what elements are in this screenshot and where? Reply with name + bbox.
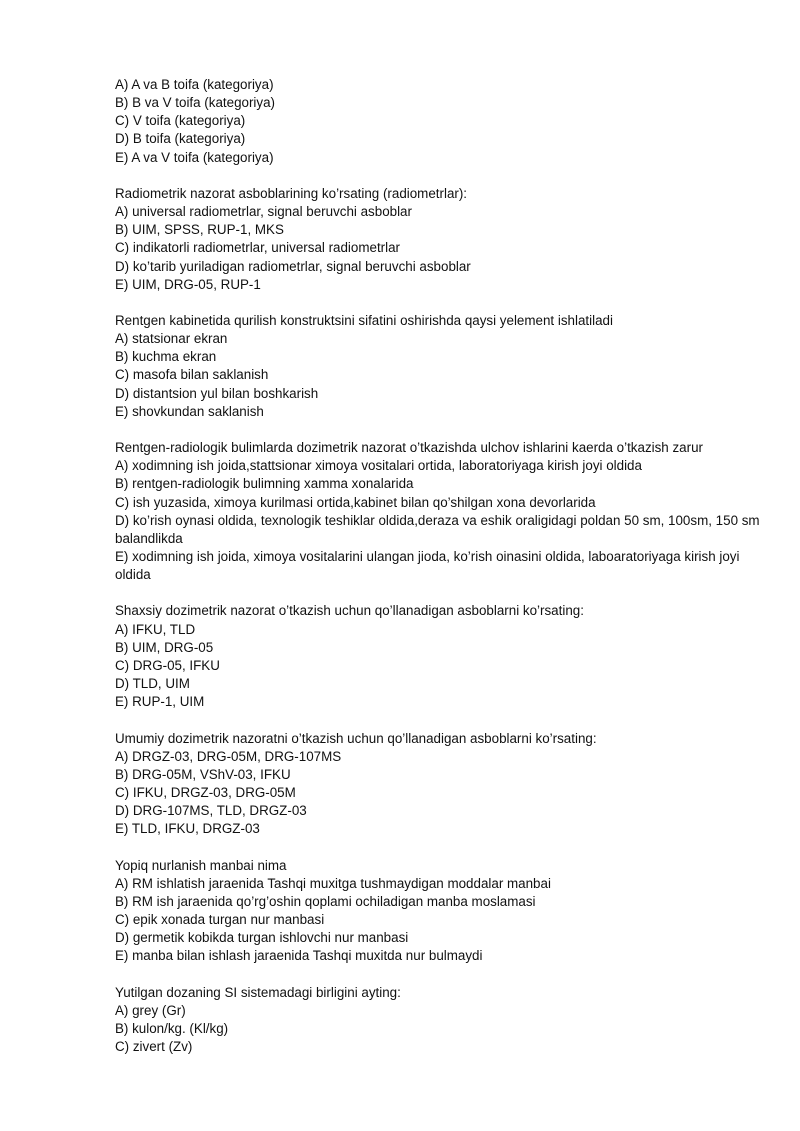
answer-option: A) grey (Gr) [115,1002,186,1018]
answer-option: D) distantsion yul bilan boshkarish [115,385,319,401]
question-block [115,730,765,839]
question-text: Rentgen kabinetida qurilish konstruktsini sifatini oshirishda qaysi yelement ishlatiladi [115,313,613,328]
answer-option: A) statsionar ekran [115,331,228,347]
answer-option: D) DRG-107MS, TLD, DRGZ-03 [115,803,307,819]
answer-option: E) TLD, IFKU, DRGZ-03 [115,821,260,837]
answer-option: C) V toifa (kategoriya) [115,113,246,129]
answer-option: C) ish yuzasida, ximoya kurilmasi ortida,kabinet bilan qo’shilgan xona devorlarida [115,494,596,510]
answer-option: D) TLD, UIM [115,676,190,692]
answer-option: B) RM ish jaraenida qo’rg’oshin qoplami ochiladigan manba moslamasi [115,893,536,909]
answer-option: C) IFKU, DRGZ-03, DRG-05M [115,785,296,801]
answer-option: E) UIM, DRG-05, RUP-1 [115,276,261,292]
question-block [115,76,765,167]
answer-option: C) epik xonada turgan nur manbasi [115,912,325,928]
answer-option: B) DRG-05M, VShV-03, IFKU [115,766,291,782]
question-block [115,857,765,966]
answer-option: B) rentgen-radiologik bulimning xamma xonalarida [115,476,414,492]
answer-option: D) ko’tarib yuriladigan radiometrlar, signal beruvchi asboblar [115,258,471,274]
answer-option: E) shovkundan saklanish [115,403,264,419]
answer-option: E) RUP-1, UIM [115,694,205,710]
question-text: Yutilgan dozaning SI sistemadagi birligini ayting: [115,984,401,1000]
answer-option: B) kuchma ekran [115,349,217,365]
answer-option: B) UIM, SPSS, RUP-1, MKS [115,222,284,238]
question-block [115,984,765,1057]
question-text: Umumiy dozimetrik nazoratni o’tkazish uchun qo’llanadigan asboblarni ko’rsating: [115,730,597,746]
document-page [115,76,765,1074]
question-text: Rentgen-radiologik bulimlarda dozimetrik nazorat o’tkazishda ulchov ishlarini kaerda o’tkazish zarur [115,440,703,456]
answer-option: A) xodimning ish joida,stattsionar ximoya vositalari ortida, laboratoriyaga kirish joyi oldida [115,458,642,474]
question-block [115,312,765,421]
answer-option: C) DRG-05, IFKU [115,657,220,673]
answer-option: C) indikatorli radiometrlar, universal radiometrlar [115,240,401,256]
answer-option: E) A va V toifa (kategoriya) [115,149,274,165]
answer-option: D) ko’rish oynasi oldida, texnologik teshiklar oldida,deraza va eshik oraligidagi poldan 50 sm, 100sm, 150 sm balandlikda [115,512,760,546]
question-block [115,602,765,711]
answer-option: D) B toifa (kategoriya) [115,131,246,147]
question-text: Yopiq nurlanish manbai nima [115,857,287,873]
answer-option: E) xodimning ish joida, ximoya vositalarini ulangan jioda, ko’rish oinasini oldida, laboaratoriyaga kirish joyi oldida [115,549,740,583]
answer-option: A) IFKU, TLD [115,621,196,637]
answer-option: A) A va B toifa (kategoriya) [115,77,274,92]
answer-option: C) masofa bilan saklanish [115,367,269,383]
answer-option: E) manba bilan ishlash jaraenida Tashqi muxitda nur bulmaydi [115,948,483,964]
answer-option: A) RM ishlatish jaraenida Tashqi muxitga tushmaydigan moddalar manbai [115,875,551,891]
answer-option: A) DRGZ-03, DRG-05M, DRG-107MS [115,748,342,764]
answer-option: B) kulon/kg. (Kl/kg) [115,1021,229,1037]
question-block [115,185,765,294]
question-text: Radiometrik nazorat asboblarining ko’rsating (radiometrlar): [115,185,468,201]
answer-option: B) B va V toifa (kategoriya) [115,95,276,111]
question-text: Shaxsiy dozimetrik nazorat o’tkazish uchun qo’llanadigan asboblarni ko’rsating: [115,603,584,619]
answer-option: D) germetik kobikda turgan ishlovchi nur manbasi [115,930,409,946]
question-block [115,439,765,584]
answer-option: A) universal radiometrlar, signal beruvchi asboblar [115,204,412,220]
answer-option: C) zivert (Zv) [115,1039,193,1055]
answer-option: B) UIM, DRG-05 [115,639,214,655]
